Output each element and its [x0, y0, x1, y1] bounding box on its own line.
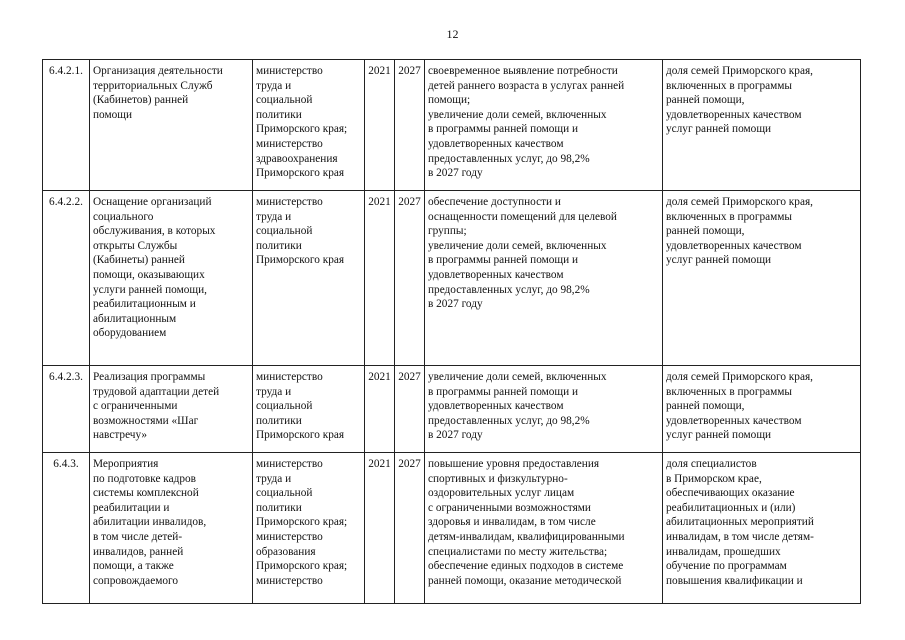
activity-cell: Реализация программы трудовой адаптации детей с ограниченными возможностями «Шаг навстречу» — [90, 366, 253, 453]
year-start-cell: 2021 — [365, 366, 395, 453]
year-end-cell: 2027 — [395, 191, 425, 366]
table-row — [43, 191, 861, 366]
item-number: 6.4.2.3. — [43, 366, 90, 453]
year-end-cell: 2027 — [395, 366, 425, 453]
result-cell: обеспечение доступности и оснащенности помещений для целевой группы; увеличение доли семей, включенных в программы ранней помощи и удовлетворенных качеством предоставленных услуг, до 98,2% в 2027 году — [425, 191, 663, 366]
year-start-cell: 2021 — [365, 60, 395, 191]
page-number: 12 — [446, 27, 459, 41]
measures-table — [42, 59, 861, 604]
executor-cell: министерство труда и социальной политики Приморского края; министерство образования Приморского края; министерство — [253, 453, 365, 604]
year-start-cell: 2021 — [365, 453, 395, 604]
item-number: 6.4.2.2. — [43, 191, 90, 366]
executor-cell: министерство труда и социальной политики Приморского края; министерство здравоохранения Приморского края — [253, 60, 365, 191]
activity-cell: Оснащение организаций социального обслуживания, в которых открыты Службы (Кабинеты) ранней помощи, оказывающих услуги ранней помощи, реабилитационным и абилитационным оборудованием — [90, 191, 253, 366]
year-start-cell: 2021 — [365, 191, 395, 366]
table-row — [43, 453, 861, 604]
year-end-cell: 2027 — [395, 453, 425, 604]
activity-cell: Организация деятельности территориальных Служб (Кабинетов) ранней помощи — [90, 60, 253, 191]
result-cell: своевременное выявление потребности детей раннего возраста в услугах ранней помощи; увеличение доли семей, включенных в программы ранней помощи и удовлетворенных качеством предоставленных услуг, до 98,2% в 2027 году — [425, 60, 663, 191]
indicator-cell: доля специалистов в Приморском крае, обеспечивающих оказание реабилитационных и (или) абилитационных мероприятий инвалидам, в том числе детям- инвалидам, прошедших обучение по программам повышения квалификации и — [663, 453, 861, 604]
executor-cell: министерство труда и социальной политики Приморского края — [253, 191, 365, 366]
indicator-cell: доля семей Приморского края, включенных в программы ранней помощи, удовлетворенных качеством услуг ранней помощи — [663, 60, 861, 191]
result-cell: повышение уровня предоставления спортивных и физкультурно- оздоровительных услуг лицам с ограниченными возможностями здоровья и инвалидам, в том числе детям-инвалидам, квалифицированными специалистами по месту жительства; обеспечение единых подходов в системе ранней помощи, оказание методической — [425, 453, 663, 604]
item-number: 6.4.3. — [43, 453, 90, 604]
item-number: 6.4.2.1. — [43, 60, 90, 191]
table-row — [43, 60, 861, 191]
year-end-cell: 2027 — [395, 60, 425, 191]
result-cell: увеличение доли семей, включенных в программы ранней помощи и удовлетворенных качеством предоставленных услуг, до 98,2% в 2027 году — [425, 366, 663, 453]
table-row — [43, 366, 861, 453]
executor-cell: министерство труда и социальной политики Приморского края — [253, 366, 365, 453]
indicator-cell: доля семей Приморского края, включенных в программы ранней помощи, удовлетворенных качеством услуг ранней помощи — [663, 366, 861, 453]
indicator-cell: доля семей Приморского края, включенных в программы ранней помощи, удовлетворенных качеством услуг ранней помощи — [663, 191, 861, 366]
activity-cell: Мероприятия по подготовке кадров системы комплексной реабилитации и абилитации инвалидов, в том числе детей- инвалидов, ранней помощи, а также сопровождаемого — [90, 453, 253, 604]
